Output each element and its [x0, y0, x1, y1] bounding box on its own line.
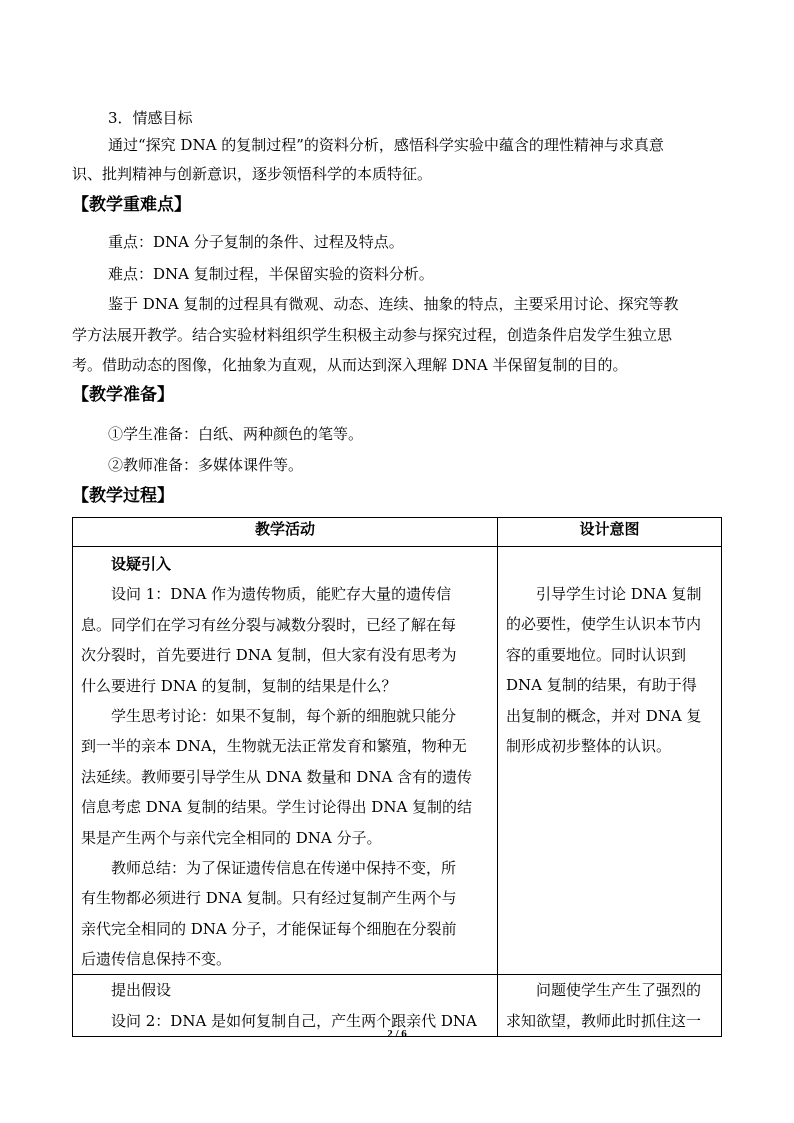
difficulty-heading: 【教学重难点】 [72, 195, 191, 215]
row1-left-line: 次分裂时，首先要进行 DNA 复制，但大家有没有思考为 [81, 646, 457, 665]
row2-right-line: 问题使学生产生了强烈的 [536, 981, 702, 1000]
section3-line: 识、批判精神与创新意识，逐步领悟科学的本质特征。 [72, 165, 433, 183]
row1-left-line: 到一半的亲本 DNA，生物就无法正常发育和繁殖，物种无 [81, 737, 467, 756]
row1-left-line: 教师总结：为了保证遗传信息在传递中保持不变，所 [111, 858, 457, 877]
difficulty-line: 重点：DNA 分子复制的条件、过程及特点。 [108, 233, 404, 251]
table-header-row [73, 518, 722, 547]
difficulty-line: 学方法展开教学。结合实验材料组织学生积极主动参与探究过程，创造条件启发学生独立思 [72, 326, 673, 344]
difficulty-line: 鉴于 DNA 复制的过程具有微观、动态、连续、抽象的特点，主要采用讨论、探究等教 [108, 295, 679, 313]
row1-left-line: 信息考虑 DNA 复制的结果。学生讨论得出 DNA 复制的结 [81, 798, 473, 817]
row1-left-line: 法延续。教师要引导学生从 DNA 数量和 DNA 含有的遗传 [81, 767, 473, 786]
row1-right-line: 的必要性，使学生认识本节内 [506, 615, 702, 634]
col-activity-header: 教学活动 [73, 518, 498, 547]
difficulty-line: 考。借助动态的图像，化抽象为直观，从而达到深入理解 DNA 半保留复制的目的。 [72, 356, 628, 374]
prep-line: ①学生准备：白纸、两种颜色的笔等。 [108, 425, 364, 443]
row1-left-line: 后遗传信息保持不变。 [81, 950, 232, 969]
row1-heading: 设疑引入 [111, 555, 172, 573]
row1-right-line: 容的重要地位。同时认识到 [506, 645, 687, 664]
process-table [72, 517, 722, 1037]
section3-title: 3．情感目标 [108, 109, 193, 127]
row1-right-line: 制形成初步整体的认识。 [506, 736, 672, 755]
page-number: 2 / 6 [387, 1028, 407, 1040]
row2-heading: 提出假设 [111, 981, 172, 1000]
row2-right-line: 求知欲望，教师此时抓住这一 [506, 1011, 702, 1030]
row1-left-line: 学生思考讨论：如果不复制，每个新的细胞就只能分 [111, 706, 457, 725]
row1-right-line: DNA 复制的结果，有助于得 [506, 676, 697, 695]
row1-right-line: 引导学生讨论 DNA 复制 [536, 585, 702, 603]
row1-left-line: 什么要进行 DNA 的复制，复制的结果是什么？ [81, 676, 397, 695]
row1-left-line: 果是产生两个与亲代完全相同的 DNA 分子。 [81, 828, 382, 847]
row1-left-line: 设问 1：DNA 作为遗传物质，能贮存大量的遗传信 [111, 585, 452, 604]
row1-right-line: 出复制的概念，并对 DNA 复 [506, 706, 702, 725]
table-row [73, 547, 722, 975]
prep-heading: 【教学准备】 [72, 385, 174, 405]
row1-left-line: 亲代完全相同的 DNA 分子，才能保证每个细胞在分裂前 [81, 919, 457, 938]
col-intent-header: 设计意图 [498, 518, 722, 547]
section3-line: 通过“探究 DNA 的复制过程”的资料分析，感悟科学实验中蕴含的理性精神与求真意 [108, 136, 664, 154]
row2-left-line: 设问 2：DNA 是如何复制自己，产生两个跟亲代 DNA [111, 1011, 477, 1030]
row1-left-line: 有生物都必须进行 DNA 复制。只有经过复制产生两个与 [81, 889, 457, 908]
process-heading: 【教学过程】 [72, 486, 174, 506]
row1-left-line: 息。同学们在学习有丝分裂与减数分裂时，已经了解在每 [81, 615, 457, 634]
difficulty-line: 难点：DNA 复制过程，半保留实验的资料分析。 [108, 265, 434, 283]
prep-line: ②教师准备：多媒体课件等。 [108, 456, 304, 474]
